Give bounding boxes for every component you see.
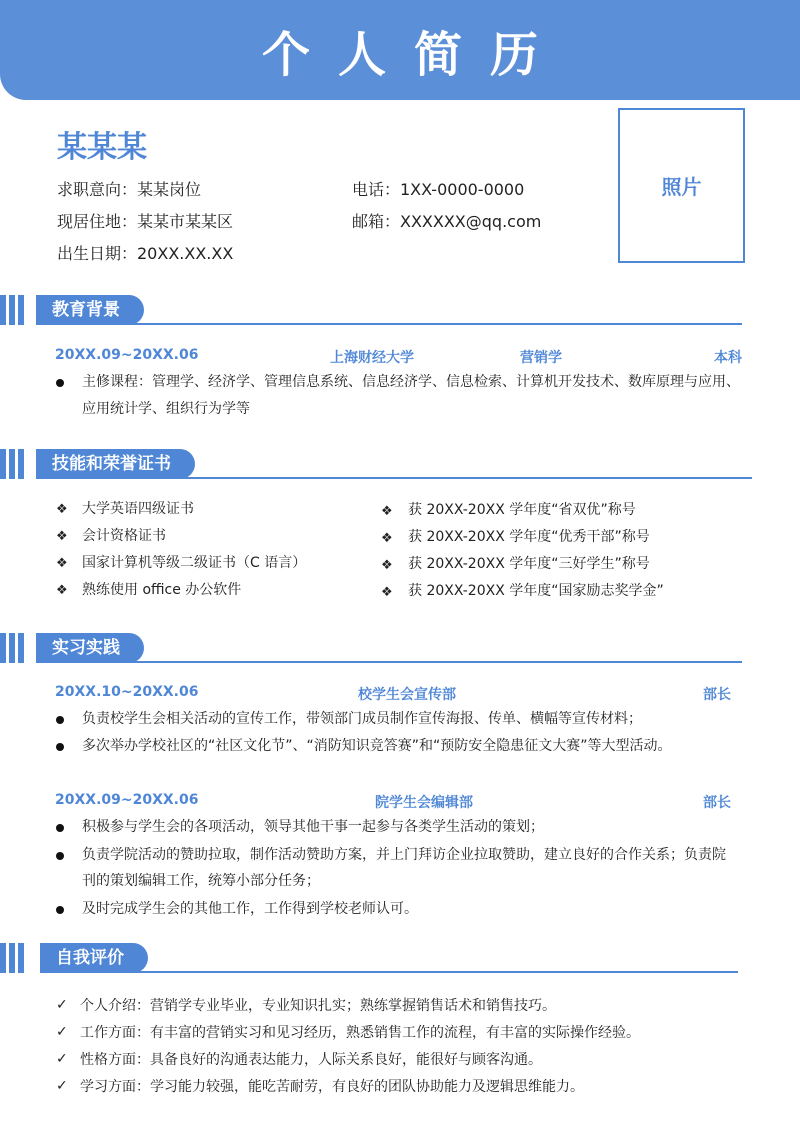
section-divider bbox=[36, 477, 752, 479]
check-icon: ✓ bbox=[56, 1078, 68, 1094]
diamond-bullet-icon: ❖ bbox=[56, 556, 68, 571]
section-divider bbox=[36, 661, 742, 663]
honor-item: 获 20XX-20XX 学年度“国家励志奖学金” bbox=[408, 583, 664, 599]
bullet-dot bbox=[56, 906, 64, 914]
edu-degree: 本科 bbox=[714, 350, 742, 366]
edu-courses-line2: 应用统计学、组织行为学等 bbox=[82, 401, 250, 417]
job2-role: 部长 bbox=[703, 795, 731, 811]
job1-item: 多次举办学校社区的“社区文化节”、“消防知识竞答赛”和“预防安全隐患征文大赛”等大型活动。 bbox=[82, 738, 672, 754]
job1-org: 校学生会宣传部 bbox=[358, 687, 456, 703]
job2-item: 及时完成学生会的其他工作，工作得到学校老师认可。 bbox=[82, 901, 418, 917]
bullet-dot bbox=[56, 379, 64, 387]
self-eval-item: 工作方面：有丰富的营销实习和见习经历，熟悉销售工作的流程，有丰富的实际操作经验。 bbox=[80, 1025, 640, 1041]
honor-item: 获 20XX-20XX 学年度“省双优”称号 bbox=[408, 502, 636, 518]
edu-date: 20XX.09~20XX.06 bbox=[55, 347, 199, 363]
current-address: 现居住地：某某市某某区 bbox=[57, 212, 234, 231]
section-title-skills: 技能和荣誉证书 bbox=[36, 449, 195, 479]
job1-item: 负责校学生会相关活动的宣传工作，带领部门成员制作宣传海报、传单、横幅等宣传材料； bbox=[82, 711, 642, 727]
bullet-dot bbox=[56, 743, 64, 751]
diamond-bullet-icon: ❖ bbox=[381, 504, 393, 519]
self-eval-item: 学习方面：学习能力较强，能吃苦耐劳，有良好的团队协助能力及逻辑思维能力。 bbox=[80, 1079, 584, 1095]
job2-date: 20XX.09~20XX.06 bbox=[55, 792, 199, 808]
section-bars-education bbox=[0, 295, 30, 325]
edu-school: 上海财经大学 bbox=[330, 350, 414, 366]
candidate-name: 某某某 bbox=[57, 130, 147, 165]
photo-placeholder bbox=[618, 108, 745, 263]
honor-item: 获 20XX-20XX 学年度“三好学生”称号 bbox=[408, 556, 650, 572]
edu-courses-line1: 主修课程：管理学、经济学、管理信息系统、信息经济学、信息检索、计算机开发技术、数库原理与应用、 bbox=[82, 374, 740, 390]
page-title: 个人简历 bbox=[261, 27, 566, 83]
birth-date: 出生日期：20XX.XX.XX bbox=[57, 244, 234, 263]
section-divider bbox=[36, 323, 742, 325]
job-intention: 求职意向：某某岗位 bbox=[57, 180, 202, 199]
skill-item: 熟练使用 office 办公软件 bbox=[82, 582, 242, 598]
edu-major: 营销学 bbox=[520, 350, 562, 366]
section-divider bbox=[40, 971, 738, 973]
bullet-dot bbox=[56, 852, 64, 860]
section-title-practice: 实习实践 bbox=[36, 633, 144, 663]
diamond-bullet-icon: ❖ bbox=[381, 531, 393, 546]
section-bars-skills bbox=[0, 449, 30, 479]
skill-item: 大学英语四级证书 bbox=[82, 501, 194, 517]
bullet-dot bbox=[56, 824, 64, 832]
section-title-self-eval: 自我评价 bbox=[40, 943, 148, 973]
honor-item: 获 20XX-20XX 学年度“优秀干部”称号 bbox=[408, 529, 650, 545]
section-bars-self-eval bbox=[0, 943, 30, 973]
section-title-education: 教育背景 bbox=[36, 295, 144, 325]
diamond-bullet-icon: ❖ bbox=[56, 502, 68, 517]
diamond-bullet-icon: ❖ bbox=[56, 529, 68, 544]
email: 邮箱：XXXXXX@qq.com bbox=[352, 212, 542, 231]
diamond-bullet-icon: ❖ bbox=[381, 585, 393, 600]
diamond-bullet-icon: ❖ bbox=[381, 558, 393, 573]
photo-label: 照片 bbox=[661, 175, 702, 199]
bullet-dot bbox=[56, 716, 64, 724]
job1-date: 20XX.10~20XX.06 bbox=[55, 684, 199, 700]
self-eval-item: 个人介绍：营销学专业毕业，专业知识扎实；熟练掌握销售话术和销售技巧。 bbox=[80, 998, 556, 1014]
job2-item-cont: 刊的策划编辑工作，统筹小部分任务； bbox=[82, 873, 320, 889]
job2-item: 积极参与学生会的各项活动，领导其他干事一起参与各类学生活动的策划； bbox=[82, 819, 544, 835]
check-icon: ✓ bbox=[56, 1024, 68, 1040]
job2-org: 院学生会编辑部 bbox=[375, 795, 473, 811]
diamond-bullet-icon: ❖ bbox=[56, 583, 68, 598]
skill-item: 国家计算机等级二级证书（C 语言） bbox=[82, 555, 307, 571]
self-eval-item: 性格方面：具备良好的沟通表达能力，人际关系良好，能很好与顾客沟通。 bbox=[80, 1052, 542, 1068]
skill-item: 会计资格证书 bbox=[82, 528, 166, 544]
check-icon: ✓ bbox=[56, 997, 68, 1013]
job2-item: 负责学院活动的赞助拉取，制作活动赞助方案，并上门拜访企业拉取赞助，建立良好的合作关系；负责院 bbox=[82, 847, 726, 863]
job1-role: 部长 bbox=[703, 687, 731, 703]
check-icon: ✓ bbox=[56, 1051, 68, 1067]
phone: 电话：1XX-0000-0000 bbox=[352, 180, 525, 199]
section-bars-practice bbox=[0, 633, 30, 663]
